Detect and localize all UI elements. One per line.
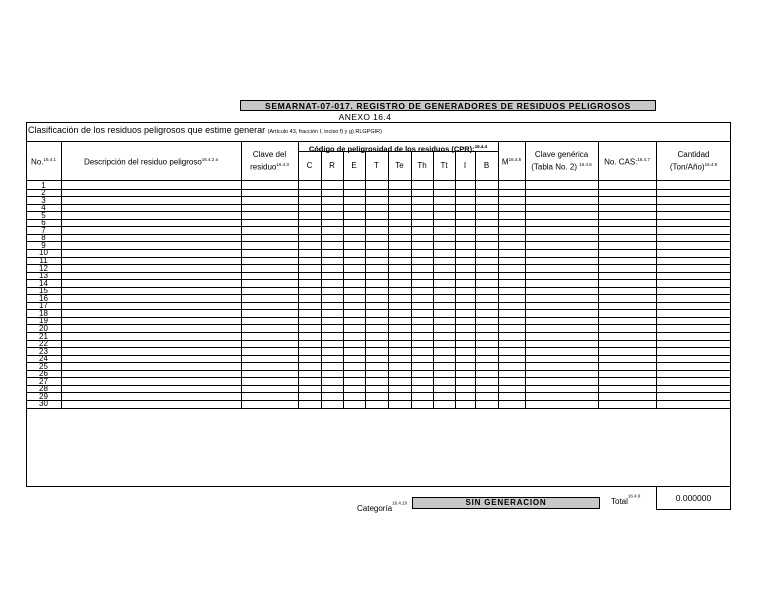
col-header-descripcion: Descripción del residuo peligroso$^{16.4.2 a}$ [83, 157, 219, 167]
categoria-field[interactable]: SIN GENERACION [412, 497, 600, 509]
row-number: 8 [41, 233, 46, 243]
col-header-clave: Clave del residuo$^{16.4.3}$ [250, 150, 289, 172]
header-bottom-line [26, 180, 731, 181]
row-number: 28 [39, 384, 48, 394]
form-frame [26, 122, 731, 487]
row-divider [26, 400, 731, 401]
row-divider [26, 377, 731, 378]
classification-text: Clasificación de los residuos peligrosos que estime generar [28, 125, 266, 135]
header-top-line [26, 141, 731, 142]
column-divider [298, 141, 299, 408]
column-divider [241, 141, 242, 408]
row-number: 10 [39, 248, 48, 258]
column-divider [525, 141, 526, 408]
classification-note: (Artículo 43, fracción I, inciso f) y g) RLGPGIR) [267, 129, 382, 135]
row-divider [26, 287, 731, 288]
row-number: 1 [41, 180, 46, 190]
col-header-clave-generica: Clave genérica (Tabla No. 2) $^{16.4.6}$ [531, 150, 592, 172]
cpr-code-i: I [463, 161, 467, 170]
row-number: 2 [41, 188, 46, 198]
row-number: 17 [39, 301, 48, 311]
row-number: 18 [39, 308, 48, 318]
column-divider [61, 141, 62, 408]
row-number: 19 [39, 316, 48, 326]
row-number: 26 [39, 369, 48, 379]
col-header-cantidad: Cantidad (Ton/Año)$^{16.4.8}$ [669, 150, 718, 172]
row-number: 9 [41, 240, 46, 250]
cpr-code-te: Te [395, 161, 404, 170]
row-number: 16 [39, 293, 48, 303]
row-divider [26, 241, 731, 242]
cpr-code-t: T [374, 161, 379, 170]
row-number: 27 [39, 376, 48, 386]
row-number: 6 [41, 218, 46, 228]
row-number: 24 [39, 354, 48, 364]
classification-heading [28, 125, 382, 135]
row-number: 25 [39, 361, 48, 371]
row-number: 20 [39, 323, 48, 333]
col-header-cas: No. CAS:$^{16.4.7}$ [604, 157, 650, 167]
row-divider [26, 355, 731, 356]
row-divider [26, 392, 731, 393]
row-divider [26, 324, 731, 325]
row-divider [26, 347, 731, 348]
row-divider [26, 226, 731, 227]
categoria-label: Categoría$^{16.4.10}$ [357, 500, 408, 513]
row-divider [26, 249, 731, 250]
row-divider [26, 219, 731, 220]
row-divider [26, 370, 731, 371]
cpr-code-r: R [329, 161, 335, 170]
row-divider [26, 309, 731, 310]
row-number: 12 [39, 263, 48, 273]
total-field[interactable]: 0.000000 [656, 486, 731, 510]
row-divider [26, 204, 731, 205]
row-number: 30 [39, 399, 48, 409]
column-divider [598, 141, 599, 408]
row-number: 4 [41, 203, 46, 213]
row-divider [26, 385, 731, 386]
row-divider [26, 264, 731, 265]
row-number: 21 [39, 331, 48, 341]
row-divider [26, 196, 731, 197]
cpr-code-b: B [483, 161, 490, 170]
row-divider [26, 189, 731, 190]
cpr-code-c: C [306, 161, 313, 170]
total-label: Total$^{16.4.9}$ [611, 493, 641, 506]
row-divider [26, 317, 731, 318]
annex-label: ANEXO 16.4 [338, 112, 392, 122]
row-divider [26, 302, 731, 303]
cpr-code-e: E [351, 161, 357, 170]
column-divider [498, 141, 499, 408]
row-divider [26, 362, 731, 363]
form-title: SEMARNAT-07-017. REGISTRO DE GENERADORES DE RESIDUOS PELIGROSOS [240, 100, 656, 111]
cpr-code-th: Th [417, 161, 427, 170]
row-divider [26, 257, 731, 258]
col-header-no: No.$^{16.4.1}$ [31, 157, 56, 167]
row-number: 29 [39, 391, 48, 401]
row-number: 14 [39, 278, 48, 288]
row-divider [26, 211, 731, 212]
row-number: 11 [39, 256, 48, 265]
row-number: 23 [39, 346, 48, 356]
column-divider [656, 141, 657, 408]
row-divider [26, 272, 731, 273]
row-divider [26, 234, 731, 235]
row-number: 3 [41, 195, 46, 205]
row-divider [26, 332, 731, 333]
row-number: 13 [39, 271, 48, 281]
row-number: 15 [39, 286, 48, 296]
row-divider [26, 408, 731, 409]
col-header-m: $M^{16.4.5}$ [501, 157, 522, 167]
row-divider [26, 294, 731, 295]
cpr-subheader-line [298, 151, 498, 152]
row-divider [26, 279, 731, 280]
col-header-cpr: Código de peligrosidad de los residuos (CPR):$^{16.4.4}$ [308, 144, 488, 154]
row-number: 5 [41, 210, 46, 220]
row-number: 22 [39, 339, 48, 349]
cpr-code-tt: Tt [440, 161, 448, 170]
row-divider [26, 340, 731, 341]
row-number: 7 [41, 225, 46, 235]
